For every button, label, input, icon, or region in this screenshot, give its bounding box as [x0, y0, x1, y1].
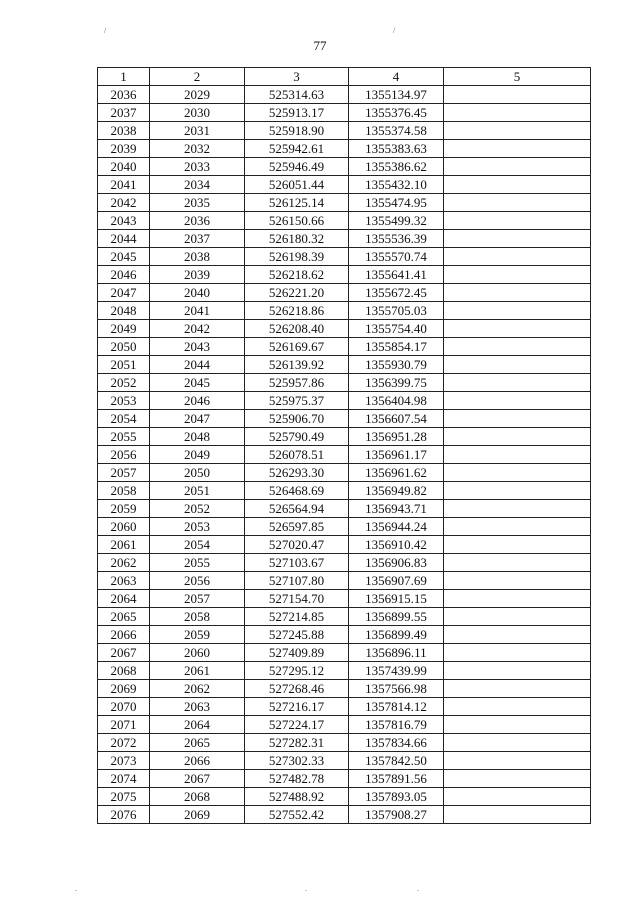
table-cell: 2070	[98, 698, 150, 716]
table-cell: 2054	[98, 410, 150, 428]
table-cell: 527302.33	[245, 752, 349, 770]
table-cell: 1356961.17	[349, 446, 444, 464]
table-cell: 2061	[150, 662, 245, 680]
table-cell: 525906.70	[245, 410, 349, 428]
table-row	[98, 338, 591, 356]
table-row	[98, 500, 591, 518]
scan-mark: /	[104, 26, 107, 35]
table-row	[98, 788, 591, 806]
table-row	[98, 86, 591, 104]
table-cell	[444, 374, 591, 392]
table-cell: 2062	[150, 680, 245, 698]
table-cell: 527103.67	[245, 554, 349, 572]
table-cell: 525913.17	[245, 104, 349, 122]
table-cell: 2037	[98, 104, 150, 122]
table-cell: 526293.30	[245, 464, 349, 482]
table-cell: 2058	[150, 608, 245, 626]
table-row	[98, 248, 591, 266]
table-cell: 2039	[98, 140, 150, 158]
table-cell: 526597.85	[245, 518, 349, 536]
table-cell: 2050	[98, 338, 150, 356]
table-cell: 1356951.28	[349, 428, 444, 446]
table-cell: 2034	[150, 176, 245, 194]
table-cell: 1356896.11	[349, 644, 444, 662]
table-row	[98, 266, 591, 284]
table-cell	[444, 698, 591, 716]
table-cell: 2039	[150, 266, 245, 284]
table-cell	[444, 608, 591, 626]
table-cell	[444, 284, 591, 302]
table-cell: 1356907.69	[349, 572, 444, 590]
table-cell	[444, 554, 591, 572]
table-cell	[444, 680, 591, 698]
table-cell: 1357814.12	[349, 698, 444, 716]
table-cell: 1355386.62	[349, 158, 444, 176]
table-cell: 1355474.95	[349, 194, 444, 212]
table-cell	[444, 122, 591, 140]
table-cell	[444, 662, 591, 680]
table-cell: 1357893.05	[349, 788, 444, 806]
table-cell: 1357566.98	[349, 680, 444, 698]
table-cell: 1355754.40	[349, 320, 444, 338]
table-cell: 526564.94	[245, 500, 349, 518]
column-header: 4	[349, 68, 444, 86]
table-header-row	[98, 68, 591, 86]
table-cell: 2040	[150, 284, 245, 302]
table-cell	[444, 752, 591, 770]
table-cell: 2042	[150, 320, 245, 338]
table-body	[98, 86, 591, 824]
table-cell	[444, 212, 591, 230]
table-cell: 525918.90	[245, 122, 349, 140]
table-cell: 527107.80	[245, 572, 349, 590]
table-cell: 2063	[150, 698, 245, 716]
table-cell	[444, 716, 591, 734]
table-cell: 526150.66	[245, 212, 349, 230]
table-cell	[444, 770, 591, 788]
table-cell: 2054	[150, 536, 245, 554]
table-cell: 2058	[98, 482, 150, 500]
table-cell: 1356944.24	[349, 518, 444, 536]
table-cell: 2057	[98, 464, 150, 482]
table-cell: 2065	[150, 734, 245, 752]
table-cell	[444, 734, 591, 752]
table-cell: 1356899.49	[349, 626, 444, 644]
table-cell: 2045	[150, 374, 245, 392]
table-cell	[444, 338, 591, 356]
table-row	[98, 446, 591, 464]
table-row	[98, 392, 591, 410]
table-cell: 1355930.79	[349, 356, 444, 374]
table-cell: 526198.39	[245, 248, 349, 266]
table-cell: 2059	[150, 626, 245, 644]
table-cell: 2047	[98, 284, 150, 302]
table-cell: 526218.62	[245, 266, 349, 284]
table-cell: 525314.63	[245, 86, 349, 104]
table-cell	[444, 572, 591, 590]
table-cell: 2053	[98, 392, 150, 410]
table-cell: 2032	[150, 140, 245, 158]
table-row	[98, 464, 591, 482]
table-cell: 1355374.58	[349, 122, 444, 140]
table-cell: 526169.67	[245, 338, 349, 356]
table-cell: 2064	[150, 716, 245, 734]
table-cell: 527409.89	[245, 644, 349, 662]
table-cell: 527488.92	[245, 788, 349, 806]
table-cell	[444, 266, 591, 284]
table-cell	[444, 590, 591, 608]
table-cell: 2069	[150, 806, 245, 824]
table-cell: 1356899.55	[349, 608, 444, 626]
scan-mark: .	[75, 884, 77, 893]
table-row	[98, 734, 591, 752]
scan-mark: .	[305, 884, 307, 893]
table-row	[98, 680, 591, 698]
table-row	[98, 356, 591, 374]
table-cell: 527020.47	[245, 536, 349, 554]
table-cell: 2037	[150, 230, 245, 248]
table-cell: 526180.32	[245, 230, 349, 248]
table-cell: 2048	[150, 428, 245, 446]
table-cell: 2065	[98, 608, 150, 626]
table-cell: 1356949.82	[349, 482, 444, 500]
table-row	[98, 662, 591, 680]
table-cell: 2061	[98, 536, 150, 554]
table-cell: 2042	[98, 194, 150, 212]
table-row	[98, 122, 591, 140]
table-row	[98, 374, 591, 392]
table-cell: 2031	[150, 122, 245, 140]
table-cell: 2041	[150, 302, 245, 320]
page-number: 77	[313, 38, 327, 53]
table-row	[98, 230, 591, 248]
table-cell: 1355536.39	[349, 230, 444, 248]
table-cell: 2052	[150, 500, 245, 518]
table-cell	[444, 446, 591, 464]
table-cell	[444, 158, 591, 176]
table-cell: 2049	[150, 446, 245, 464]
table-cell: 1357842.50	[349, 752, 444, 770]
table-cell	[444, 536, 591, 554]
table-cell: 1356961.62	[349, 464, 444, 482]
table-cell: 527214.85	[245, 608, 349, 626]
table-cell: 1356943.71	[349, 500, 444, 518]
table-cell: 2055	[150, 554, 245, 572]
table-cell: 525946.49	[245, 158, 349, 176]
table-row	[98, 770, 591, 788]
table-cell: 525790.49	[245, 428, 349, 446]
table-cell: 526468.69	[245, 482, 349, 500]
table-row	[98, 716, 591, 734]
table-cell: 2047	[150, 410, 245, 428]
table-cell	[444, 410, 591, 428]
table-row	[98, 410, 591, 428]
table-row	[98, 284, 591, 302]
table-cell: 1355705.03	[349, 302, 444, 320]
coordinates-table	[97, 67, 591, 824]
table-cell: 1355432.10	[349, 176, 444, 194]
table-cell: 526221.20	[245, 284, 349, 302]
table-cell: 2048	[98, 302, 150, 320]
table-cell: 2046	[150, 392, 245, 410]
table-cell: 2045	[98, 248, 150, 266]
table-cell: 1355499.32	[349, 212, 444, 230]
table-cell	[444, 140, 591, 158]
table-row	[98, 518, 591, 536]
table-cell	[444, 194, 591, 212]
scan-mark: .	[417, 884, 419, 893]
table-cell: 2051	[150, 482, 245, 500]
table-cell: 2030	[150, 104, 245, 122]
table-cell	[444, 788, 591, 806]
table-cell	[444, 482, 591, 500]
table-cell: 2029	[150, 86, 245, 104]
table-cell: 2066	[98, 626, 150, 644]
table-cell: 2057	[150, 590, 245, 608]
table-cell: 2056	[98, 446, 150, 464]
table-cell: 2056	[150, 572, 245, 590]
table-cell: 1355641.41	[349, 266, 444, 284]
table-cell: 527282.31	[245, 734, 349, 752]
table-cell: 2044	[98, 230, 150, 248]
table-cell: 2036	[150, 212, 245, 230]
table-cell: 1356915.15	[349, 590, 444, 608]
table-row	[98, 212, 591, 230]
column-header: 5	[444, 68, 591, 86]
table-cell: 1355854.17	[349, 338, 444, 356]
table-cell: 2040	[98, 158, 150, 176]
table-cell: 2067	[150, 770, 245, 788]
table-cell: 526125.14	[245, 194, 349, 212]
table-cell: 526208.40	[245, 320, 349, 338]
table-cell: 2068	[98, 662, 150, 680]
table-cell	[444, 356, 591, 374]
table-cell: 2062	[98, 554, 150, 572]
table-row	[98, 140, 591, 158]
table-cell: 527552.42	[245, 806, 349, 824]
table-cell: 2052	[98, 374, 150, 392]
table-cell: 2063	[98, 572, 150, 590]
table-cell: 2064	[98, 590, 150, 608]
table-cell: 2068	[150, 788, 245, 806]
table-cell	[444, 500, 591, 518]
table-cell: 1356910.42	[349, 536, 444, 554]
table-cell: 2069	[98, 680, 150, 698]
table-row	[98, 428, 591, 446]
table-cell: 527154.70	[245, 590, 349, 608]
table-cell: 2038	[98, 122, 150, 140]
table-cell: 1355570.74	[349, 248, 444, 266]
column-header: 2	[150, 68, 245, 86]
table-cell	[444, 626, 591, 644]
table-row	[98, 644, 591, 662]
table-cell: 526139.92	[245, 356, 349, 374]
table-row	[98, 626, 591, 644]
table-cell: 2038	[150, 248, 245, 266]
table-cell: 1357891.56	[349, 770, 444, 788]
table-row	[98, 536, 591, 554]
table-row	[98, 302, 591, 320]
table-cell: 2060	[98, 518, 150, 536]
table-cell: 525975.37	[245, 392, 349, 410]
table-cell: 1355134.97	[349, 86, 444, 104]
coordinates-table-container	[97, 67, 591, 824]
table-cell: 1356399.75	[349, 374, 444, 392]
table-cell: 2051	[98, 356, 150, 374]
table-cell: 527245.88	[245, 626, 349, 644]
table-cell: 2033	[150, 158, 245, 176]
table-cell	[444, 176, 591, 194]
column-header: 1	[98, 68, 150, 86]
table-row	[98, 320, 591, 338]
table-cell: 1356404.98	[349, 392, 444, 410]
table-cell: 2074	[98, 770, 150, 788]
table-cell	[444, 428, 591, 446]
table-cell: 527268.46	[245, 680, 349, 698]
table-row	[98, 590, 591, 608]
table-cell: 1356607.54	[349, 410, 444, 428]
table-cell: 2055	[98, 428, 150, 446]
table-cell	[444, 320, 591, 338]
table-row	[98, 104, 591, 122]
table-cell	[444, 230, 591, 248]
table-cell: 526078.51	[245, 446, 349, 464]
table-cell: 1357834.66	[349, 734, 444, 752]
table-cell: 1355383.63	[349, 140, 444, 158]
table-cell: 2075	[98, 788, 150, 806]
table-cell: 2046	[98, 266, 150, 284]
table-cell: 2044	[150, 356, 245, 374]
table-cell: 525957.86	[245, 374, 349, 392]
table-row	[98, 482, 591, 500]
table-cell: 2043	[150, 338, 245, 356]
table-cell: 1357816.79	[349, 716, 444, 734]
table-cell	[444, 104, 591, 122]
column-header: 3	[245, 68, 349, 86]
table-cell: 2066	[150, 752, 245, 770]
table-cell: 2036	[98, 86, 150, 104]
scan-mark: /	[393, 26, 396, 35]
table-cell: 527482.78	[245, 770, 349, 788]
table-cell	[444, 86, 591, 104]
table-cell: 2050	[150, 464, 245, 482]
table-cell	[444, 464, 591, 482]
table-row	[98, 806, 591, 824]
table-cell: 526051.44	[245, 176, 349, 194]
table-cell: 1356906.83	[349, 554, 444, 572]
table-cell: 1357908.27	[349, 806, 444, 824]
table-cell: 1355376.45	[349, 104, 444, 122]
table-cell: 527216.17	[245, 698, 349, 716]
table-cell: 527295.12	[245, 662, 349, 680]
table-cell: 1357439.99	[349, 662, 444, 680]
table-cell: 2072	[98, 734, 150, 752]
table-cell	[444, 806, 591, 824]
table-cell: 2035	[150, 194, 245, 212]
table-cell	[444, 518, 591, 536]
table-row	[98, 194, 591, 212]
table-cell: 2043	[98, 212, 150, 230]
table-cell: 2053	[150, 518, 245, 536]
table-cell: 2067	[98, 644, 150, 662]
table-cell: 525942.61	[245, 140, 349, 158]
table-cell: 527224.17	[245, 716, 349, 734]
table-cell: 2049	[98, 320, 150, 338]
table-row	[98, 698, 591, 716]
table-cell	[444, 248, 591, 266]
table-cell: 2076	[98, 806, 150, 824]
table-row	[98, 176, 591, 194]
table-cell: 2071	[98, 716, 150, 734]
table-cell	[444, 302, 591, 320]
table-cell	[444, 392, 591, 410]
table-cell: 526218.86	[245, 302, 349, 320]
table-row	[98, 752, 591, 770]
table-cell: 2041	[98, 176, 150, 194]
table-row	[98, 158, 591, 176]
table-cell: 2060	[150, 644, 245, 662]
table-cell: 1355672.45	[349, 284, 444, 302]
table-cell	[444, 644, 591, 662]
table-cell: 2073	[98, 752, 150, 770]
table-cell: 2059	[98, 500, 150, 518]
table-row	[98, 608, 591, 626]
table-row	[98, 554, 591, 572]
table-row	[98, 572, 591, 590]
